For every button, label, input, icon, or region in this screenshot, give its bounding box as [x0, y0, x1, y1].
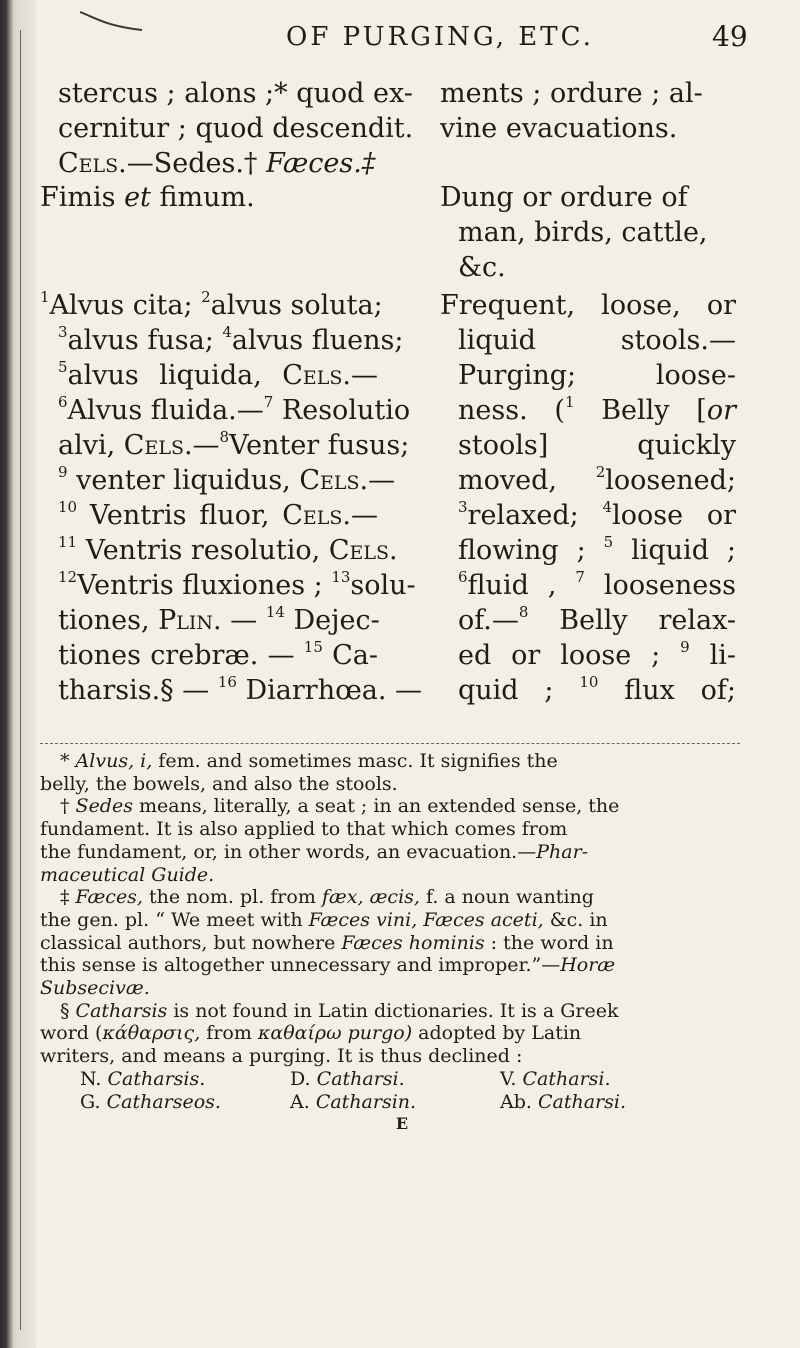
latin-line: Cels.—Sedes.† Fæces.‡ — [58, 148, 376, 179]
english-line: liquid stools.— — [458, 325, 736, 356]
latin-line: tiones, Plin. — $^{14}$ Dejec- — [58, 603, 380, 636]
footnote-line: Subsecivæ. — [40, 977, 150, 1000]
footnote-line: word (κάθαρσις, from καθαίρω purgo) adopted by Latin — [40, 1022, 582, 1045]
entry-stercus-latin — [40, 76, 414, 181]
english-line: $^3$relaxed; $^4$loose or — [458, 498, 736, 531]
latin-line: tiones crebræ. — $^{15}$ Ca- — [58, 638, 378, 671]
footnote-divider — [40, 743, 740, 745]
entry-alvus-latin — [40, 288, 423, 708]
english-line: Dung or ordure of — [440, 182, 688, 213]
running-title: OF PURGING, ETC. — [286, 22, 594, 52]
entry-stercus-english — [440, 76, 736, 146]
footnote-catharsis: § Catharsis is not found in Latin dictionaries. It is a Greek — [60, 999, 619, 1022]
footnote-line: the gen. pl. “ We meet with Fæces vini, Fæces aceti, &c. in — [40, 908, 608, 931]
footnote-line: maceutical Guide. — [40, 863, 215, 886]
footnote-line: classical authors, but nowhere Fæces hominis : the word in — [40, 931, 614, 954]
english-line: moved, $^2$loosened; — [458, 463, 736, 496]
running-head — [0, 20, 800, 64]
latin-line: tharsis.§ — $^{16}$ Diarrhœa. — — [58, 673, 423, 706]
english-line: &c. — [458, 252, 506, 283]
latin-line: $^{11}$ Ventris resolutio, Cels. — [58, 533, 398, 566]
term-faeces: Fæces.‡ — [266, 148, 376, 179]
entry-fimis-latin — [40, 180, 378, 215]
english-line: quid ; $^{10}$ flux of; — [458, 673, 736, 706]
entry-alvus-english — [440, 288, 736, 708]
english-line: Purging; loose- — [458, 360, 736, 391]
page-number: 49 — [712, 20, 748, 53]
book-gutter — [0, 0, 36, 1348]
signature-mark: E — [395, 1114, 409, 1134]
latin-line: Fimis et fimum. — [40, 182, 255, 213]
english-line: stools] quickly — [458, 430, 736, 461]
footnote-faeces: ‡ Fæces, the nom. pl. from fæx, æcis, f. a noun wanting — [60, 886, 594, 909]
latin-line: $^9$ venter liquidus, Cels.— — [58, 463, 396, 496]
declension-row: N. Catharsis. D. Catharsi. V. Catharsi. — [80, 1067, 611, 1090]
english-line: ed or loose ; $^9$ li- — [458, 638, 736, 671]
english-line: vine evacuations. — [440, 113, 678, 144]
latin-line: $^3$alvus fusa; $^4$alvus fluens; — [58, 323, 404, 356]
latin-line: $^1$Alvus cita; $^2$alvus soluta; — [40, 288, 383, 321]
footnote-alvus: * Alvus, i, fem. and sometimes masc. It signifies the — [60, 750, 558, 772]
latin-line: stercus ; alons ;* quod ex- — [58, 78, 413, 109]
english-line: flowing ; $^5$ liquid ; — [458, 533, 736, 566]
latin-line: $^{10}$ Ventris fluor, Cels.— — [58, 498, 378, 531]
author-cels: Cels. — [58, 148, 127, 179]
footnote-line: this sense is altogether unnecessary and improper.”—Horæ — [40, 954, 616, 977]
footnote-line: the fundament, or, in other words, an evacuation.—Phar- — [40, 840, 589, 863]
english-line: of.—$^8$ Belly relax- — [458, 603, 736, 636]
english-line: ness. ($^1$ Belly [or — [458, 393, 737, 426]
english-line: Frequent, loose, or — [440, 290, 736, 321]
footnote-line: fundament. It is also applied to that which comes from — [40, 818, 568, 841]
gutter-edge — [20, 30, 21, 1330]
entry-fimis-english — [440, 180, 736, 285]
latin-line: cernitur ; quod descendit. — [58, 113, 414, 144]
english-line: ments ; ordure ; al- — [440, 78, 703, 109]
english-line: $^6$fluid , $^7$ looseness — [458, 568, 736, 601]
latin-line: $^5$alvus liquida, Cels.— — [58, 358, 378, 391]
latin-line: $^{12}$Ventris fluxiones ; $^{13}$solu- — [58, 568, 416, 601]
latin-line: $^6$Alvus fluida.—$^7$ Resolutio — [58, 393, 411, 426]
english-line: man, birds, cattle, — [458, 217, 708, 248]
footnote-line: belly, the bowels, and also the stools. — [40, 772, 398, 795]
footnote-sedes: † Sedes means, literally, a seat ; in an extended sense, the — [60, 795, 620, 818]
declension-row: G. Catharseos. A. Catharsin. Ab. Catharsi. — [80, 1090, 626, 1113]
footnotes — [40, 750, 740, 1136]
footnote-line: writers, and means a purging. It is thus declined : — [40, 1045, 523, 1068]
latin-line: alvi, Cels.—$^8$Venter fusus; — [58, 428, 410, 461]
